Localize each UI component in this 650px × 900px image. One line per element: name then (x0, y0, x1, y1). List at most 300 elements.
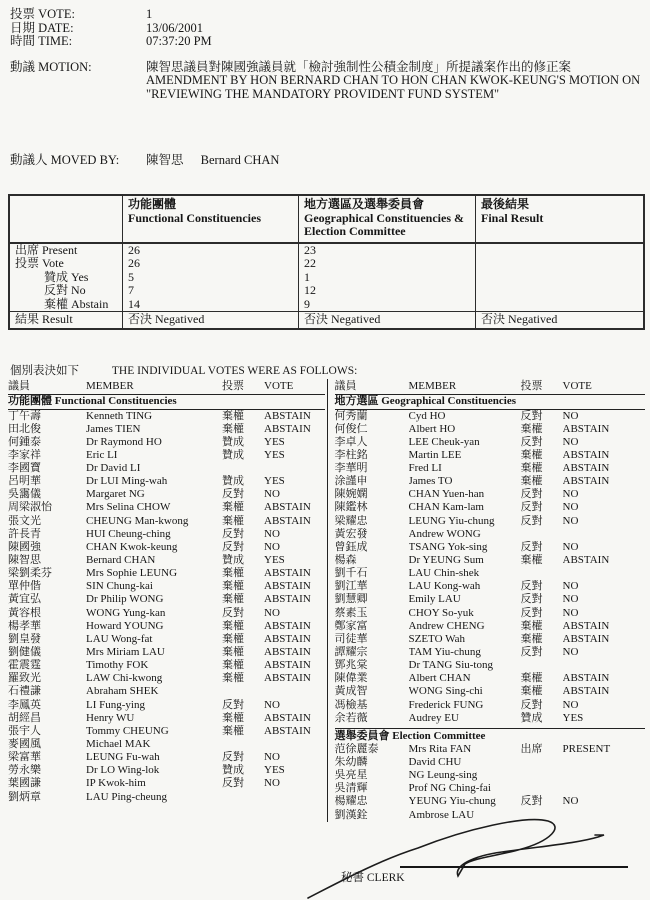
member-vote-row (8, 791, 325, 804)
member-name-en: Cyd HO (408, 409, 446, 422)
member-vote-row (335, 633, 646, 646)
votes-column-header-right (335, 379, 646, 395)
summary-header-fc (122, 196, 298, 242)
vote-en: ABSTAIN (264, 711, 311, 724)
member-vote-row (8, 725, 325, 738)
vote-col-zh: 投票 (222, 380, 244, 392)
summary-fc-value: 26 (122, 244, 298, 258)
member-name-zh: 劉皇發 (8, 632, 41, 645)
member-name-en: IP Kwok-him (86, 777, 146, 790)
member-name-zh: 楊森 (334, 554, 357, 567)
member-vote-row (8, 580, 325, 593)
vote-zh: 反對 (222, 698, 244, 711)
member-name-en: Kenneth TING (86, 409, 153, 422)
summary-final-value (475, 257, 643, 271)
vote-zh: 贊成 (222, 475, 244, 488)
member-vote-row (335, 672, 646, 685)
vote-zh (521, 528, 563, 541)
summary-header-final-zh: 最後結果 (481, 197, 530, 211)
date-label: 日期 DATE: (10, 20, 74, 35)
moved-by-row (10, 150, 279, 168)
member-name-en: Mrs Rita FAN (408, 742, 472, 755)
member-vote-row (335, 436, 646, 449)
vote-zh: 棄權 (222, 672, 244, 685)
member-name-zh: 丁午壽 (8, 409, 41, 422)
member-vote-row (8, 685, 325, 698)
votes-column-left (8, 379, 327, 822)
summary-row (10, 311, 643, 328)
summary-table-header (10, 196, 643, 244)
member-name-en: LAU Kong-wah (408, 580, 481, 593)
member-vote-row (8, 488, 325, 501)
vote-zh: 棄權 (222, 724, 244, 737)
member-name-zh: 李華明 (334, 462, 368, 475)
vote-zh: 出席 (520, 742, 543, 755)
vote-col-en: VOTE (264, 380, 294, 392)
member-name-en: Audrey EU (408, 711, 459, 724)
member-vote-row (335, 580, 646, 593)
member-name-en: LAU Wong-fat (86, 632, 153, 645)
summary-header-final-en: Final Result (481, 210, 544, 225)
vote-zh: 棄權 (520, 475, 543, 488)
member-name-en: Dr Philip WONG (86, 593, 164, 606)
member-vote-row (8, 554, 325, 567)
vote-number-label: 投票 VOTE: (10, 7, 75, 21)
member-name-zh: 李柱銘 (334, 448, 368, 461)
vote-zh: 棄權 (222, 514, 244, 527)
member-name-en: LAW Chi-kwong (86, 672, 163, 685)
vote-en: ABSTAIN (562, 554, 610, 567)
summary-row (10, 271, 643, 285)
vote-en: YES (264, 435, 285, 448)
vote-col-zh-2: 投票 (520, 380, 543, 392)
vote-zh: 反對 (520, 580, 543, 593)
signature-line (400, 866, 628, 868)
summary-row (10, 298, 643, 312)
member-vote-row (335, 685, 646, 698)
individual-votes-title-en: THE INDIVIDUAL VOTES WERE AS FOLLOWS: (111, 365, 358, 377)
member-vote-row (8, 646, 325, 659)
member-name-zh: 譚耀宗 (334, 646, 368, 659)
member-name-en: Bernard CHAN (86, 554, 156, 567)
member-name-en: Margaret NG (86, 488, 145, 501)
member-vote-row (335, 809, 646, 822)
summary-header-blank (10, 196, 122, 242)
member-name-zh: 陳智思 (8, 554, 41, 567)
member-name-en: CHAN Kwok-keung (86, 540, 178, 553)
member-name-zh: 陳婉嫻 (334, 488, 368, 501)
member-name-zh: 張文光 (8, 514, 41, 527)
vote-en (563, 659, 646, 672)
vote-en: NO (562, 409, 579, 422)
vote-zh: 棄權 (222, 422, 244, 435)
vote-en (264, 791, 325, 804)
mover-name-en: Bernard CHAN (200, 153, 280, 167)
clerk-signature (298, 812, 634, 900)
vote-zh (222, 791, 264, 804)
member-vote-row (8, 436, 325, 449)
individual-votes-title (10, 362, 357, 378)
summary-row (10, 284, 643, 298)
summary-header-gc (298, 196, 475, 242)
member-name-en: Abraham SHEK (86, 685, 159, 698)
member-vote-row (8, 541, 325, 554)
member-vote-row (335, 423, 646, 436)
member-col-en: MEMBER (86, 380, 134, 392)
summary-final-value (475, 298, 643, 312)
member-vote-row (8, 738, 325, 751)
vote-zh (521, 756, 563, 769)
member-name-en: Frederick FUNG (408, 698, 484, 711)
mover-name-zh: 陳智思 (146, 153, 184, 167)
vote-en (563, 809, 646, 822)
member-vote-row (8, 449, 325, 462)
member-name-en: Henry WU (86, 711, 135, 724)
member-vote-row (335, 795, 646, 808)
vote-zh: 反對 (222, 488, 244, 501)
member-vote-row (335, 515, 646, 528)
vote-en: NO (264, 698, 280, 711)
member-name-en: LEUNG Yiu-chung (408, 514, 495, 527)
member-vote-row (335, 528, 646, 541)
member-name-zh: 陳鑑林 (334, 501, 368, 514)
member-vote-row (8, 528, 325, 541)
section-functional-zh: 功能團體 (8, 395, 52, 407)
member-name-zh: 劉慧卿 (334, 593, 368, 606)
vote-en: ABSTAIN (562, 448, 610, 461)
section-ec-zh: 選舉委員會 (334, 729, 390, 742)
summary-row (10, 257, 643, 271)
vote-en: NO (562, 606, 579, 619)
vote-zh: 棄權 (222, 567, 244, 580)
member-name-zh: 田北俊 (8, 422, 41, 435)
member-name-en: Prof NG Ching-fai (408, 782, 491, 795)
member-name-en: NG Leung-sing (408, 769, 478, 782)
member-name-en: Mrs Sophie LEUNG (86, 567, 178, 580)
member-vote-row (335, 488, 646, 501)
vote-en: ABSTAIN (264, 501, 311, 514)
member-name-zh: 麥國風 (8, 738, 41, 751)
member-name-zh: 余若薇 (334, 711, 368, 724)
member-name-en: Dr LUI Ming-wah (86, 475, 168, 488)
member-vote-row (8, 633, 325, 646)
individual-votes-title-zh: 個別表決如下 (10, 365, 79, 377)
vote-en: NO (562, 646, 579, 659)
vote-en (264, 462, 325, 475)
motion-label: 動議 MOTION: (10, 59, 92, 74)
member-name-en: Dr David LI (86, 462, 141, 475)
vote-en: ABSTAIN (562, 422, 610, 435)
vote-zh (521, 567, 563, 580)
time-value: 07:37:20 PM (146, 34, 212, 48)
motion-text-en-line2: "REVIEWING THE MANDATORY PROVIDENT FUND SYSTEM" (146, 86, 500, 101)
member-vote-row (8, 515, 325, 528)
vote-en: NO (264, 606, 280, 619)
section-geographical-en: Geographical Constituencies (381, 395, 516, 407)
section-functional-en: Functional Constituencies (54, 395, 177, 407)
member-name-zh: 李國寶 (8, 462, 41, 475)
vote-zh: 棄權 (222, 501, 244, 514)
summary-row-label: 出席 Present (15, 242, 78, 257)
vote-en: NO (562, 488, 579, 501)
vote-zh: 贊成 (222, 435, 244, 448)
member-vote-row (335, 769, 646, 782)
member-vote-row (335, 475, 646, 488)
vote-en: ABSTAIN (264, 632, 311, 645)
member-name-en: Albert HO (408, 422, 456, 435)
votes-column-right (327, 379, 646, 822)
summary-fc-value: 5 (122, 271, 298, 285)
member-name-zh: 劉千石 (334, 567, 368, 580)
vote-zh: 棄權 (222, 593, 244, 606)
vote-zh (222, 462, 264, 475)
vote-zh: 棄權 (222, 409, 244, 422)
member-name-en: James TIEN (86, 422, 141, 435)
member-name-zh: 張宇人 (8, 724, 41, 737)
member-vote-row (8, 672, 325, 685)
member-vote-row (8, 620, 325, 633)
member-vote-row (8, 423, 325, 436)
vote-zh: 棄權 (222, 659, 244, 672)
member-vote-row (8, 462, 325, 475)
member-vote-row (8, 501, 325, 514)
vote-zh: 棄權 (520, 462, 543, 475)
member-name-en: WONG Sing-chi (408, 685, 483, 698)
vote-zh: 贊成 (222, 448, 244, 461)
vote-en: NO (562, 514, 579, 527)
member-name-en: Dr YEUNG Sum (408, 554, 484, 567)
summary-gc-value: 22 (298, 257, 475, 271)
summary-row (10, 244, 643, 258)
summary-final-value: 否決 Negatived (475, 312, 643, 328)
member-vote-row (335, 743, 646, 756)
vote-en: ABSTAIN (264, 672, 311, 685)
summary-row-label: 反對 No (44, 283, 86, 297)
vote-zh: 棄權 (222, 580, 244, 593)
vote-en (563, 782, 646, 795)
summary-header-gc-zh: 地方選區及選舉委員會 (304, 197, 425, 211)
member-vote-row (335, 620, 646, 633)
member-name-zh: 司徒華 (334, 632, 368, 645)
vote-number-row (10, 8, 644, 22)
member-vote-row (8, 567, 325, 580)
vote-en: ABSTAIN (264, 659, 311, 672)
member-name-en: LEUNG Fu-wah (86, 751, 160, 764)
member-col-zh-2: 議員 (334, 380, 357, 392)
member-name-en: Martin LEE (408, 448, 462, 461)
member-name-en: Eric LI (86, 448, 118, 461)
votes-column-header-left (8, 379, 325, 395)
vote-en: ABSTAIN (562, 672, 610, 685)
member-vote-row (335, 712, 646, 725)
vote-en: NO (562, 593, 579, 606)
member-name-zh: 曾鈺成 (334, 540, 368, 553)
vote-zh (521, 659, 563, 672)
vote-zh (521, 769, 563, 782)
member-vote-row (335, 541, 646, 554)
member-name-en: David CHU (408, 756, 462, 769)
member-name-zh: 許長青 (8, 527, 41, 540)
member-name-zh: 黃宏發 (334, 527, 368, 540)
member-name-en: Dr TANG Siu-tong (408, 659, 493, 672)
member-name-zh: 李卓人 (334, 435, 368, 448)
summary-row-label: 贊成 Yes (44, 269, 89, 284)
member-name-zh: 涂謹申 (334, 475, 368, 488)
vote-en: NO (264, 540, 280, 553)
vote-zh: 棄權 (520, 619, 543, 632)
member-name-zh: 梁富華 (8, 751, 41, 764)
vote-zh: 棄權 (520, 632, 543, 645)
member-name-zh: 陳國強 (8, 540, 41, 553)
vote-zh: 反對 (520, 540, 543, 553)
member-vote-row (335, 501, 646, 514)
vote-en: NO (264, 527, 280, 540)
member-name-zh: 勞永樂 (8, 764, 41, 777)
member-vote-row (335, 659, 646, 672)
member-name-en: TSANG Yok-sing (408, 540, 488, 553)
vote-zh: 反對 (520, 501, 543, 514)
member-name-zh: 周梁淑怡 (8, 501, 52, 514)
member-name-en: Tommy CHEUNG (86, 724, 169, 737)
vote-en: ABSTAIN (264, 580, 311, 593)
vote-en: YES (562, 711, 584, 724)
member-name-en: CHOY So-yuk (408, 606, 474, 619)
member-name-en: Ambrose LAU (408, 808, 475, 821)
vote-number-value: 1 (146, 7, 153, 21)
motion-row (10, 61, 644, 102)
member-name-zh: 梁耀忠 (334, 514, 368, 527)
member-name-en: Emily LAU (408, 593, 461, 606)
summary-header-fc-zh: 功能團體 (128, 197, 177, 211)
vote-zh: 贊成 (520, 711, 543, 724)
summary-fc-value: 否決 Negatived (122, 312, 298, 328)
member-name-zh: 石禮謙 (8, 685, 41, 698)
member-name-zh: 劉炳章 (8, 790, 41, 803)
member-name-zh: 吳清輝 (334, 782, 368, 795)
member-vote-row (335, 593, 646, 606)
vote-en: ABSTAIN (264, 422, 311, 435)
vote-zh: 棄權 (222, 619, 244, 632)
member-vote-row (8, 777, 325, 790)
member-name-en: CHAN Kam-lam (408, 501, 484, 514)
member-name-zh: 黃宜弘 (8, 593, 41, 606)
vote-zh: 反對 (520, 795, 543, 808)
vote-zh: 贊成 (222, 764, 244, 777)
member-name-zh: 黃容根 (8, 606, 41, 619)
member-name-zh: 蔡素玉 (334, 606, 368, 619)
summary-header-gc-en: Geographical Constituencies & Election Committee (304, 210, 464, 238)
vote-zh: 反對 (520, 514, 543, 527)
summary-row-label: 投票 Vote (15, 256, 64, 270)
vote-en: PRESENT (562, 742, 611, 755)
member-vote-row (8, 764, 325, 777)
member-name-zh: 羅致光 (8, 672, 41, 685)
member-vote-row (8, 751, 325, 764)
section-ec-en: Election Committee (392, 729, 486, 742)
member-name-en: WONG Yung-kan (86, 606, 166, 619)
member-name-zh: 何鍾泰 (8, 435, 41, 448)
summary-header-fc-en: Functional Constituencies (128, 210, 262, 225)
vote-en: ABSTAIN (562, 685, 610, 698)
member-name-en: Timothy FOK (86, 659, 149, 672)
vote-en: NO (562, 698, 579, 711)
member-name-zh: 陳偉業 (334, 672, 368, 685)
summary-gc-value: 9 (298, 298, 475, 312)
motion-text-zh: 陳智思議員對陳國強議員就「檢討強制性公積金制度」所提議案作出的修正案 (146, 59, 572, 74)
summary-table-body (10, 244, 643, 329)
vote-en: YES (264, 554, 285, 567)
vote-zh: 反對 (520, 435, 543, 448)
vote-en: NO (264, 488, 280, 501)
member-name-zh: 何俊仁 (334, 422, 368, 435)
vote-en (563, 528, 646, 541)
member-vote-row (335, 462, 646, 475)
member-name-zh: 朱幼麟 (334, 756, 368, 769)
vote-en: NO (562, 501, 579, 514)
member-name-zh: 楊孝華 (8, 619, 41, 632)
member-name-zh: 葉國謙 (8, 777, 41, 790)
vote-en: ABSTAIN (562, 619, 610, 632)
member-name-en: Dr LO Wing-lok (86, 764, 160, 777)
summary-header-final (475, 196, 643, 242)
vote-zh: 棄權 (520, 672, 543, 685)
member-vote-row (8, 659, 325, 672)
vote-en: NO (264, 751, 280, 764)
member-name-en: Andrew CHENG (408, 619, 485, 632)
member-name-en: CHAN Yuen-han (408, 488, 485, 501)
vote-en: ABSTAIN (264, 514, 311, 527)
member-name-en: LEE Cheuk-yan (408, 435, 480, 448)
summary-gc-value: 12 (298, 284, 475, 298)
vote-zh: 反對 (520, 488, 543, 501)
summary-row-label: 結果 Result (15, 312, 73, 326)
member-name-en: SZETO Wah (408, 632, 465, 645)
vote-en: ABSTAIN (264, 646, 311, 659)
time-label: 時間 TIME: (10, 34, 73, 48)
member-name-zh: 劉健儀 (8, 646, 41, 659)
section-header-election-committee (335, 728, 646, 743)
vote-zh: 棄權 (520, 554, 543, 567)
vote-zh: 反對 (222, 540, 244, 553)
member-vote-row (335, 782, 646, 795)
member-vote-row (335, 567, 646, 580)
section-geographical-zh: 地方選區 (334, 395, 379, 407)
member-name-en: LAU Chin-shek (408, 567, 480, 580)
vote-zh: 棄權 (520, 448, 543, 461)
member-name-zh: 霍震霆 (8, 659, 41, 672)
member-vote-row (8, 593, 325, 606)
member-name-en: Albert CHAN (408, 672, 471, 685)
vote-zh: 棄權 (222, 646, 244, 659)
member-vote-row (335, 646, 646, 659)
vote-en: YES (264, 448, 285, 461)
member-name-zh: 呂明華 (8, 475, 41, 488)
summary-final-value (475, 271, 643, 285)
vote-en: NO (562, 580, 579, 593)
individual-votes-table (8, 379, 645, 822)
member-name-en: LI Fung-ying (86, 698, 145, 711)
member-name-zh: 劉江華 (334, 580, 368, 593)
vote-en: YES (264, 475, 285, 488)
member-name-en: SIN Chung-kai (86, 580, 153, 593)
vote-zh (521, 809, 563, 822)
vote-zh: 棄權 (222, 711, 244, 724)
member-name-zh: 馮檢基 (334, 698, 368, 711)
vote-zh: 反對 (222, 606, 244, 619)
member-name-zh: 鄧兆棠 (334, 659, 368, 672)
member-name-en: Mrs Selina CHOW (86, 501, 171, 514)
vote-zh: 反對 (520, 593, 543, 606)
